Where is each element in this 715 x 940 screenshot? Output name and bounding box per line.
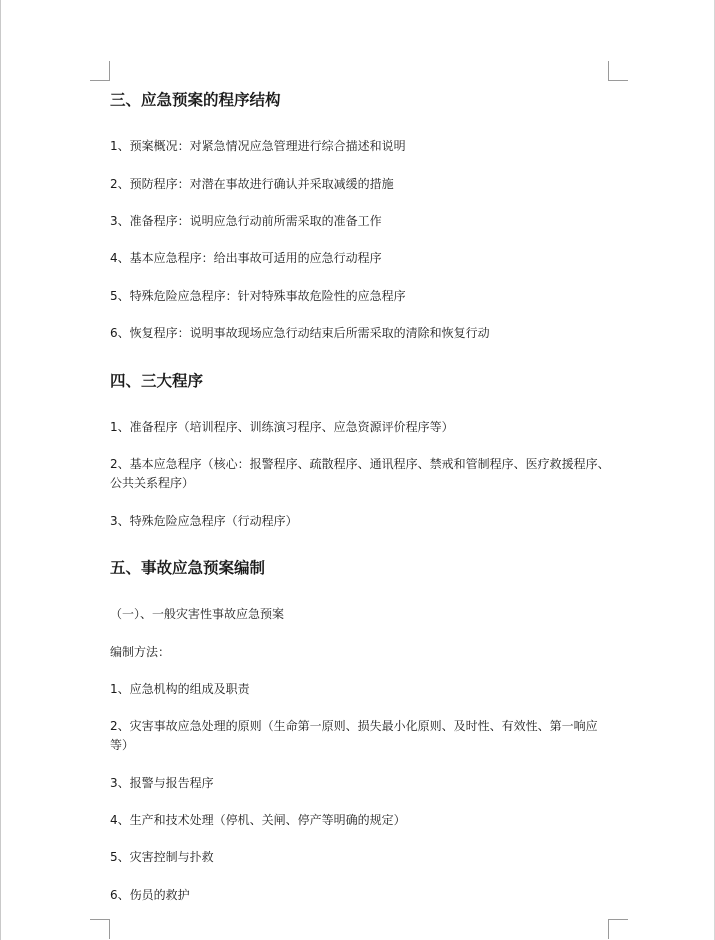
paragraph: 编制方法： (110, 645, 171, 659)
page-left-edge (0, 0, 1, 940)
list-item: 4、基本应急程序：给出事故可适用的应急行动程序 (110, 251, 382, 265)
subsection-title: （一）、一般灾害性事故应急预案 (110, 607, 285, 621)
list-item: 3、特殊危险应急程序（行动程序） (110, 514, 298, 528)
section-heading: 四、三大程序 (110, 372, 204, 390)
section-heading: 五、事故应急预案编制 (110, 559, 266, 577)
list-item: 5、灾害控制与扑救 (110, 850, 214, 864)
list-item: 1、预案概况：对紧急情况应急管理进行综合描述和说明 (110, 139, 406, 153)
list-item: 2、基本应急程序（核心：报警程序、疏散程序、通讯程序、禁戒和管制程序、医疗救援程序、公共关系程序） (110, 457, 610, 490)
list-item: 6、伤员的救护 (110, 888, 190, 902)
list-item: 1、应急机构的组成及职责 (110, 682, 250, 696)
list-item: 3、准备程序：说明应急行动前所需采取的准备工作 (110, 214, 382, 228)
list-item: 2、预防程序：对潜在事故进行确认并采取减缓的措施 (110, 177, 394, 191)
list-item: 4、生产和技术处理（停机、关闸、停产等明确的规定） (110, 813, 406, 827)
list-item: 1、准备程序（培训程序、训练演习程序、应急资源评价程序等） (110, 420, 454, 434)
list-item: 3、报警与报告程序 (110, 776, 214, 790)
list-item: 5、特殊危险应急程序：针对特殊事故危险性的应急程序 (110, 289, 406, 303)
list-item: 6、恢复程序：说明事故现场应急行动结束后所需采取的清除和恢复行动 (110, 326, 490, 340)
section-heading: 三、应急预案的程序结构 (110, 91, 281, 109)
list-item: 2、灾害事故应急处理的原则（生命第一原则、损失最小化原则、及时性、有效性、第一响应等） (110, 719, 598, 752)
